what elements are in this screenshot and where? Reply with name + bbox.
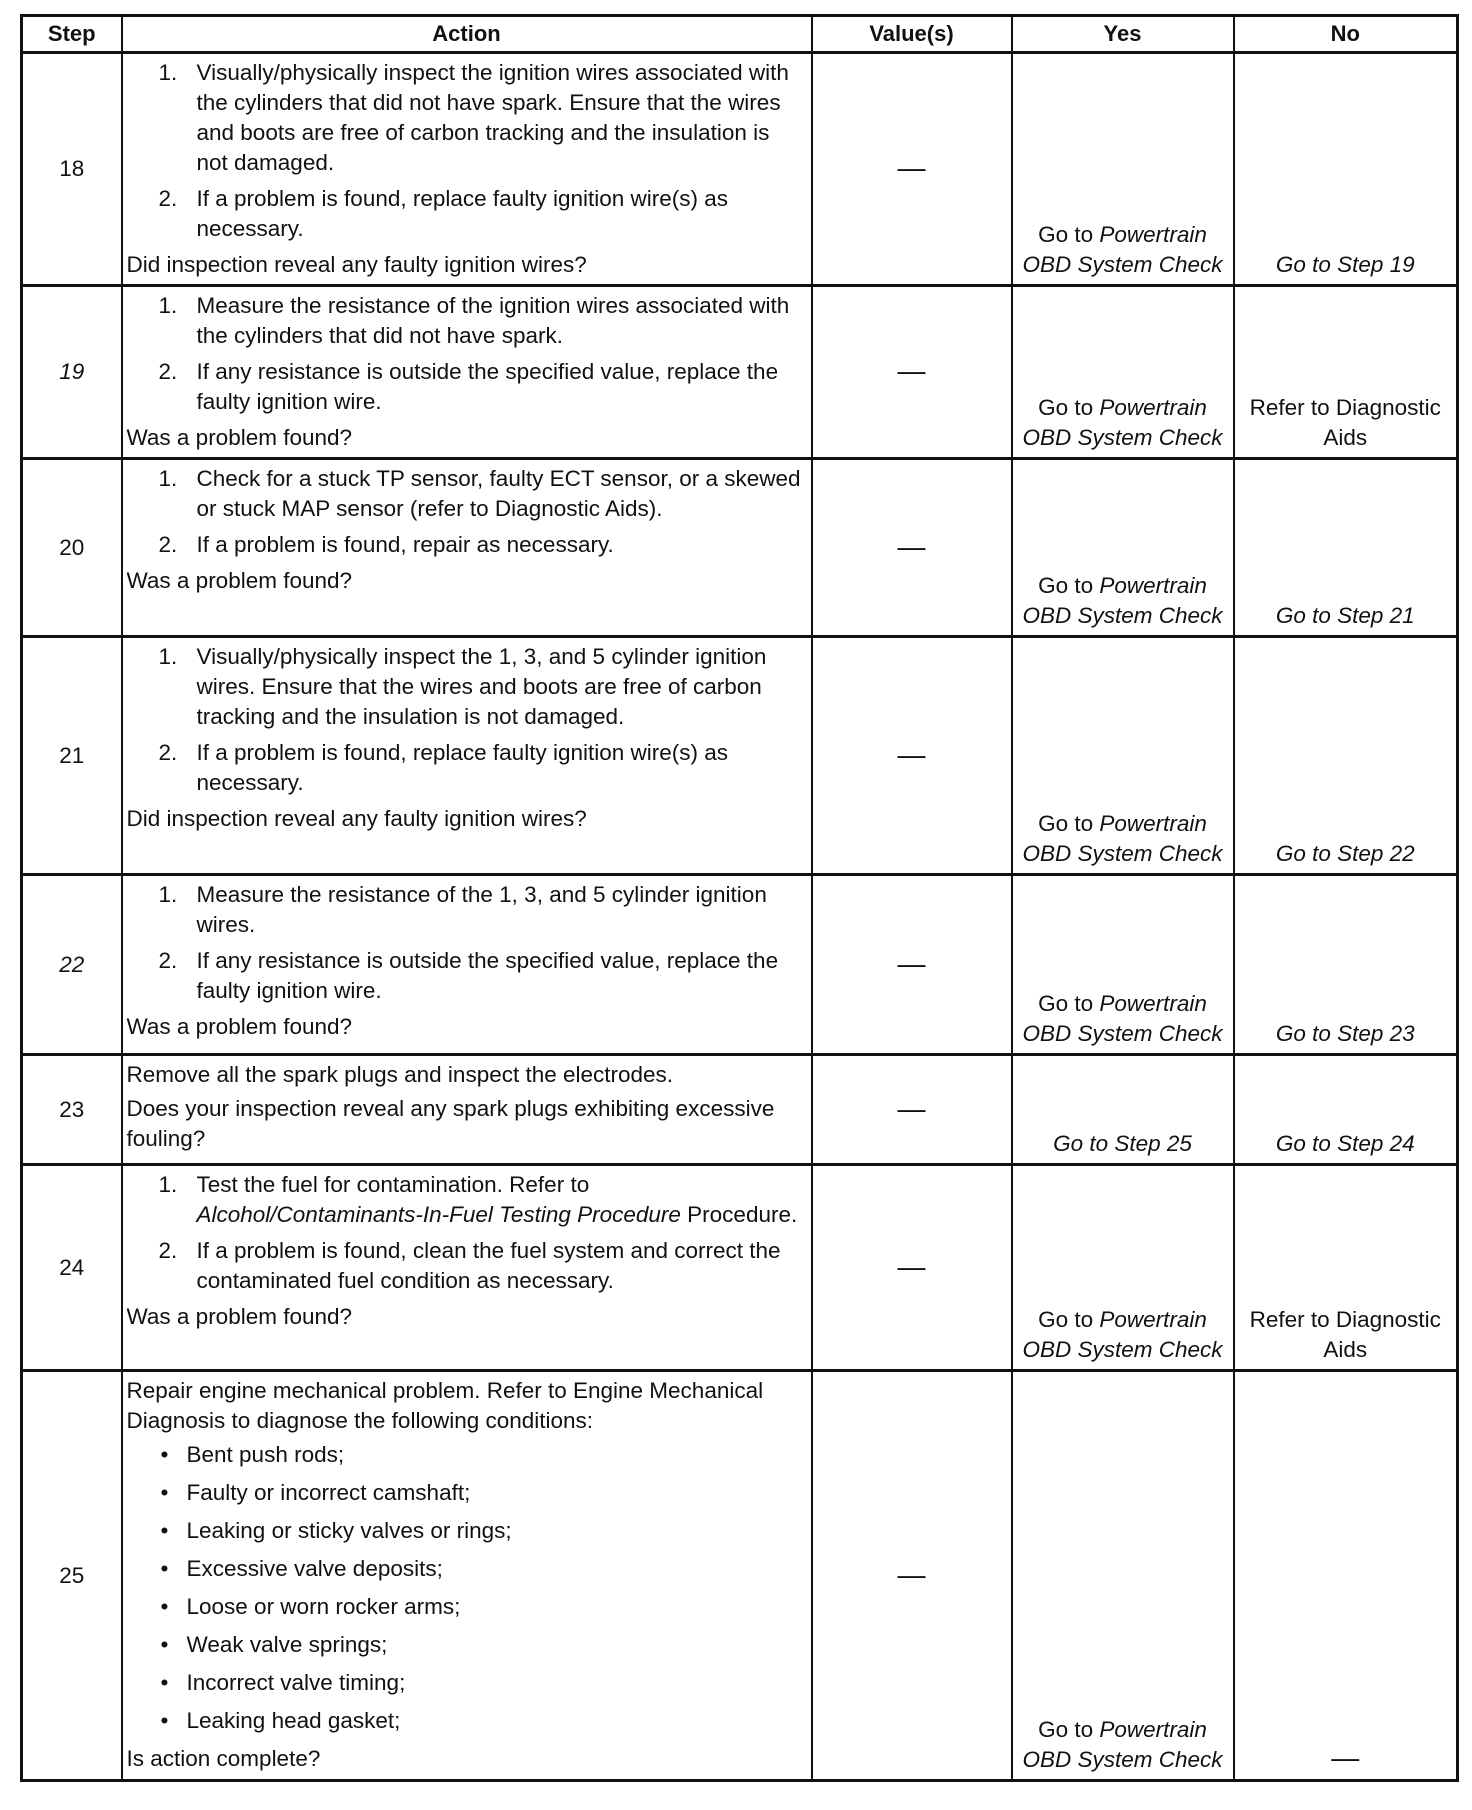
step-number: 25 — [22, 1371, 122, 1781]
value-dash: — — [897, 1250, 926, 1282]
value-dash: — — [897, 152, 926, 183]
step-number: 24 — [22, 1165, 122, 1371]
list-item: • Leaking or sticky valves or rings; — [160, 1518, 512, 1543]
no-link[interactable]: Go to Step 23 — [1275, 1021, 1415, 1046]
no-link[interactable]: Go to Step 24 — [1275, 1131, 1415, 1156]
table-row-step-20 — [22, 459, 1458, 637]
yes-cell: Go to Powertrain OBD System Check — [1012, 875, 1234, 1055]
list-item: • Leaking head gasket; — [160, 1708, 401, 1733]
no-cell — [1234, 286, 1458, 459]
step-number: 18 — [22, 53, 122, 286]
yes-cell: Go to Powertrain OBD System Check — [1012, 1165, 1234, 1371]
action-question: Was a problem found? — [126, 1014, 353, 1039]
no-cell — [1234, 637, 1458, 875]
yes-cell: Go to Powertrain OBD System Check — [1012, 1371, 1234, 1781]
table-row-step-18 — [22, 53, 1458, 286]
no-cell — [1234, 53, 1458, 286]
diagnostic-table-sheet — [20, 14, 1456, 1782]
yes-cell: Go to Powertrain OBD System Check — [1012, 286, 1234, 459]
procedure-reference[interactable]: Alcohol/Contaminants-In-Fuel Testing Procedure — [196, 1202, 681, 1227]
action-cell — [122, 1165, 812, 1371]
table-row-step-21 — [22, 637, 1458, 875]
table-row-step-22 — [22, 875, 1458, 1055]
action-question: Was a problem found? — [126, 425, 353, 450]
list-item: • Faulty or incorrect camshaft; — [160, 1480, 471, 1505]
action-cell — [122, 637, 812, 875]
action-cell — [122, 286, 812, 459]
list-item: • Excessive valve deposits; — [160, 1556, 443, 1581]
header-no: No — [1234, 16, 1458, 53]
list-item: • Loose or worn rocker arms; — [160, 1594, 461, 1619]
table-row-step-19 — [22, 286, 1458, 459]
header-action: Action — [122, 16, 812, 53]
yes-link[interactable]: Powertrain OBD System Check — [1022, 395, 1223, 450]
value-cell — [812, 637, 1012, 875]
diagnostic-table — [20, 14, 1459, 1782]
list-item: 2. If a problem is found, replace faulty ignition wire(s) as necessary. — [158, 186, 728, 241]
list-item: 2. If a problem is found, replace faulty ignition wire(s) as necessary. — [158, 740, 728, 795]
value-dash: — — [897, 1092, 926, 1124]
value-cell — [812, 1165, 1012, 1371]
action-question: Does your inspection reveal any spark plugs exhibiting excessive fouling? — [126, 1096, 775, 1151]
list-item: 1. Check for a stuck TP sensor, faulty ECT sensor, or a skewed or stuck MAP sensor (refer to Diagnostic Aids). — [158, 466, 801, 521]
action-cell — [122, 53, 812, 286]
value-dash: — — [897, 355, 926, 386]
table-row-step-25 — [22, 1371, 1458, 1781]
no-text: Refer to Diagnostic Aids — [1249, 1307, 1441, 1362]
yes-link[interactable]: Go to Step 25 — [1053, 1131, 1192, 1156]
value-dash: — — [897, 738, 926, 770]
step-number: 21 — [22, 637, 122, 875]
action-question: Is action complete? — [126, 1746, 321, 1771]
value-dash: — — [897, 1558, 926, 1590]
list-item: 2. If any resistance is outside the specified value, replace the faulty ignition wire. — [158, 359, 779, 414]
value-cell — [812, 1055, 1012, 1165]
yes-cell: Go to Powertrain OBD System Check — [1012, 459, 1234, 637]
yes-link[interactable]: Powertrain OBD System Check — [1022, 1307, 1223, 1362]
action-list — [127, 291, 803, 417]
yes-link[interactable]: Powertrain OBD System Check — [1022, 1717, 1223, 1772]
action-question: Did inspection reveal any faulty ignition wires? — [126, 806, 587, 831]
value-cell — [812, 459, 1012, 637]
list-item: 2. If any resistance is outside the specified value, replace the faulty ignition wire. — [158, 948, 779, 1003]
action-cell — [122, 1371, 812, 1781]
condition-list — [127, 1440, 803, 1736]
value-dash: — — [897, 530, 926, 562]
action-list — [127, 642, 803, 798]
no-dash: — — [1331, 1742, 1360, 1773]
action-question: Was a problem found? — [126, 568, 353, 593]
header-values: Value(s) — [812, 16, 1012, 53]
value-cell — [812, 875, 1012, 1055]
no-cell — [1234, 1055, 1458, 1165]
table-row-step-23 — [22, 1055, 1458, 1165]
list-item: • Bent push rods; — [160, 1442, 345, 1467]
header-row — [22, 16, 1458, 53]
step-number: 22 — [22, 875, 122, 1055]
no-link[interactable]: Go to Step 22 — [1275, 841, 1415, 866]
value-cell — [812, 1371, 1012, 1781]
no-cell — [1234, 875, 1458, 1055]
step-number: 19 — [22, 286, 122, 459]
step-number: 20 — [22, 459, 122, 637]
yes-link[interactable]: Powertrain OBD System Check — [1022, 811, 1223, 866]
list-item: 1. Measure the resistance of the 1, 3, and 5 cylinder ignition wires. — [158, 882, 767, 937]
action-list — [127, 58, 803, 244]
action-list — [127, 464, 803, 560]
value-cell — [812, 53, 1012, 286]
value-cell — [812, 286, 1012, 459]
no-link[interactable]: Go to Step 19 — [1275, 252, 1415, 277]
no-cell — [1234, 1371, 1458, 1781]
list-item: 2. If a problem is found, repair as necessary. — [158, 532, 614, 557]
action-cell — [122, 459, 812, 637]
value-dash: — — [897, 947, 926, 979]
yes-cell: Go to Powertrain OBD System Check — [1012, 53, 1234, 286]
yes-cell: Go to Powertrain OBD System Check — [1012, 637, 1234, 875]
action-list — [127, 880, 803, 1006]
yes-link[interactable]: Powertrain OBD System Check — [1022, 991, 1223, 1046]
list-item: 2. If a problem is found, clean the fuel system and correct the contaminated fuel condition as necessary. — [158, 1238, 781, 1293]
yes-link[interactable]: Powertrain OBD System Check — [1022, 573, 1223, 628]
list-item: 1. Visually/physically inspect the 1, 3, and 5 cylinder ignition wires. Ensure that the wires and boots are free of carbon tracking and the insulation is not damaged. — [158, 644, 767, 729]
list-item: 1. Visually/physically inspect the ignition wires associated with the cylinders that did not have spark. Ensure that the wires and boots are free of carbon tracking and the insulation is not damaged. — [158, 60, 789, 175]
action-list — [127, 1170, 803, 1296]
action-cell — [122, 875, 812, 1055]
no-cell — [1234, 459, 1458, 637]
action-text: Repair engine mechanical problem. Refer to Engine Mechanical Diagnosis to diagnose the following conditions: — [126, 1378, 764, 1433]
action-text: Remove all the spark plugs and inspect the electrodes. — [126, 1062, 674, 1087]
yes-cell — [1012, 1055, 1234, 1165]
list-item: 1. Measure the resistance of the ignition wires associated with the cylinders that did not have spark. — [158, 293, 790, 348]
no-cell — [1234, 1165, 1458, 1371]
action-question: Did inspection reveal any faulty ignition wires? — [126, 252, 587, 277]
list-item: • Incorrect valve timing; — [160, 1670, 406, 1695]
action-question: Was a problem found? — [126, 1304, 353, 1329]
header-step: Step — [22, 16, 122, 53]
table-row-step-24 — [22, 1165, 1458, 1371]
action-cell — [122, 1055, 812, 1165]
header-yes: Yes — [1012, 16, 1234, 53]
step-number: 23 — [22, 1055, 122, 1165]
list-item: • Weak valve springs; — [160, 1632, 388, 1657]
list-item: 1. Test the fuel for contamination. Refer to Alcohol/Contaminants-In-Fuel Testing Procedure Procedure. — [158, 1172, 798, 1227]
no-text: Refer to Diagnostic Aids — [1249, 395, 1441, 450]
yes-link[interactable]: Powertrain OBD System Check — [1022, 222, 1223, 277]
no-link[interactable]: Go to Step 21 — [1275, 603, 1415, 628]
